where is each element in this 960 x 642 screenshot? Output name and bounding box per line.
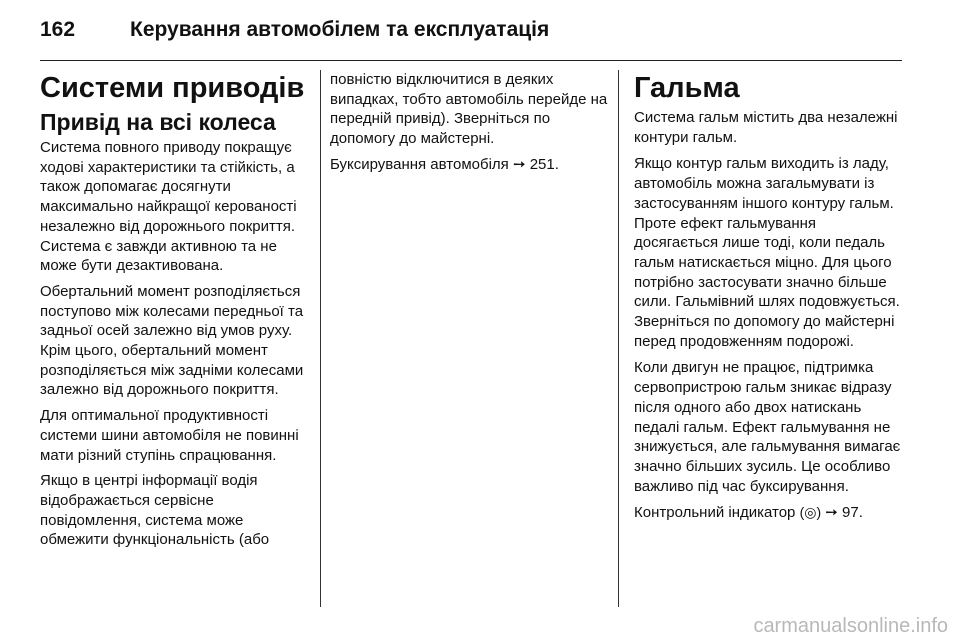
- paragraph: Система повного приводу покращує ходові характеристики та стійкість, а також допомагає досягнути максимально найкращої керованості незалежно від дорожнього покриття. Система є завжди активною та не може бути дезактивована.: [40, 139, 297, 275]
- column-divider: [320, 70, 321, 607]
- paragraph: Обертальний момент розподіляється поступово між колесами передньої та задньої осей залежно від умов руху. Крім цього, обертальний момент розподіляється між задніми колесами залежно від дорожнього покриття.: [40, 282, 304, 399]
- page-header: [40, 18, 902, 54]
- paragraph: Якщо контур гальм виходить із ладу, автомобіль можна загальмувати із застосуванням іншого контуру гальм. Проте ефект гальмування досягається лише тоді, коли педаль гальм натискається міцно. Для цього потрібно застосувати значно більше сили. Гальмівний шлях подовжується. Зверніться по допомогу до майстерні перед продовженням подорожі.: [634, 155, 900, 350]
- running-title: Керування автомобілем та експлуатація: [130, 18, 550, 41]
- page-number: 162: [40, 18, 76, 41]
- watermark: carmanualsonline.info: [753, 615, 948, 637]
- header-rule: [40, 60, 902, 61]
- paragraph: Якщо в центрі інформації водія відображається сервісне повідомлення, система може обмежити функціональність (або: [40, 472, 270, 549]
- section-heading: Гальма: [634, 72, 740, 104]
- column-1: [40, 70, 310, 556]
- column-divider: [618, 70, 619, 607]
- paragraph: повністю відключитися в деяких випадках, тобто автомобіль перейде на передній привід). Зверніться по допомогу до майстерні.: [330, 71, 608, 148]
- towing-reference[interactable]: [330, 155, 610, 175]
- subsection-heading: Привід на всі колеса: [40, 109, 276, 135]
- column-2: [330, 70, 610, 181]
- paragraph: Для оптимальної продуктивності системи шини автомобіля не повинні мати різний ступінь спрацювання.: [40, 407, 299, 464]
- indicator-ref-page: 97.: [842, 504, 863, 522]
- towing-ref-text: Буксирування автомобіля: [330, 155, 509, 173]
- brake-warning-icon: (◎): [799, 504, 822, 521]
- section-heading: Системи приводів: [40, 72, 305, 104]
- paragraph: Система гальм містить два незалежні контури гальм.: [634, 109, 898, 146]
- indicator-ref-text: Контрольний індикатор: [634, 504, 796, 522]
- paragraph: Коли двигун не працює, підтримка сервопристрою гальм зникає відразу після одного або двох натискань педалі гальм. Ефект гальмування не знижується, але гальмування вимагає значно більших зусиль. Це особливо важливо під час буксирування.: [634, 359, 901, 495]
- column-3: [634, 70, 904, 530]
- towing-ref-page: 251.: [529, 155, 559, 173]
- page-ref-arrow-icon: ➙: [512, 155, 526, 173]
- page-ref-arrow-icon: ➙: [825, 504, 838, 522]
- indicator-reference[interactable]: [634, 503, 904, 523]
